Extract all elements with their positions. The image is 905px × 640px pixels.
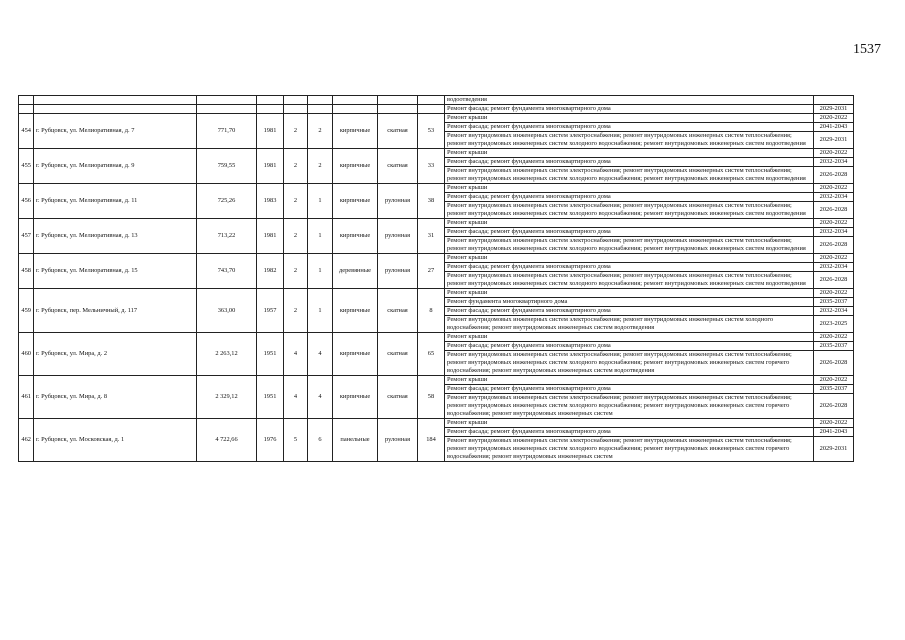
building-area: 2 263,12 bbox=[197, 333, 257, 376]
work-cell: Ремонт фасада; ремонт фундамента многоквартирного дома bbox=[445, 228, 814, 237]
table-row bbox=[19, 105, 854, 114]
table-row bbox=[19, 376, 854, 385]
work-cell: Ремонт фасада; ремонт фундамента многоквартирного дома bbox=[445, 428, 814, 437]
period-cell: 2032-2034 bbox=[814, 158, 854, 167]
roof-type: скатная bbox=[378, 333, 418, 376]
work-cell: Ремонт внутридомовых инженерных систем электроснабжения; ремонт внутридомовых инженерных систем теплоснабжения; ремонт внутридомовых инженерных систем холодного водоснабжения; ремонт внутридомовых инженерных систем водоотведения bbox=[445, 237, 814, 254]
building-entrances: 2 bbox=[308, 114, 333, 149]
building-address: г. Рубцовск, ул. Мелиоративная, д. 9 bbox=[34, 149, 197, 184]
period-cell bbox=[814, 96, 854, 105]
period-cell: 2023-2025 bbox=[814, 316, 854, 333]
period-cell: 2035-2037 bbox=[814, 342, 854, 351]
residents-count: 65 bbox=[418, 333, 445, 376]
building-address: г. Рубцовск, ул. Мелиоративная, д. 15 bbox=[34, 254, 197, 289]
table-row bbox=[19, 96, 854, 105]
table-row bbox=[19, 219, 854, 228]
building-entrances: 2 bbox=[308, 149, 333, 184]
building-year: 1981 bbox=[257, 149, 284, 184]
building-entrances: 1 bbox=[308, 254, 333, 289]
building-floors: 2 bbox=[284, 254, 308, 289]
building-entrances: 6 bbox=[308, 419, 333, 462]
period-cell: 2032-2034 bbox=[814, 228, 854, 237]
work-cell: Ремонт фасада; ремонт фундамента многоквартирного дома bbox=[445, 307, 814, 316]
period-cell: 2029-2031 bbox=[814, 437, 854, 462]
wall-material: панельные bbox=[333, 419, 378, 462]
work-cell: Ремонт фасада; ремонт фундамента многоквартирного дома bbox=[445, 123, 814, 132]
work-cell: Ремонт фасада; ремонт фундамента многоквартирного дома bbox=[445, 263, 814, 272]
building-area: 771,70 bbox=[197, 114, 257, 149]
building-year: 1981 bbox=[257, 219, 284, 254]
work-cell: Ремонт внутридомовых инженерных систем электроснабжения; ремонт внутридомовых инженерных систем теплоснабжения; ремонт внутридомовых инженерных систем холодного водоснабжения; ремонт внутридомовых инженерных систем водоотведения bbox=[445, 202, 814, 219]
building-area: 759,55 bbox=[197, 149, 257, 184]
building-floors: 2 bbox=[284, 114, 308, 149]
wall-material: кирпичные bbox=[333, 184, 378, 219]
building-address: г. Рубцовск, ул. Московская, д. 1 bbox=[34, 419, 197, 462]
work-cell: Ремонт внутридомовых инженерных систем электроснабжения; ремонт внутридомовых инженерных систем теплоснабжения; ремонт внутридомовых инженерных систем холодного водоснабжения; ремонт внутридомовых инженерных систем горячего водоснабжения; ремонт внутридомовых инженерных систем bbox=[445, 437, 814, 462]
period-cell: 2035-2037 bbox=[814, 385, 854, 394]
building-floors: 2 bbox=[284, 219, 308, 254]
roof-type: рулонная bbox=[378, 254, 418, 289]
table-row bbox=[19, 114, 854, 123]
period-cell: 2032-2034 bbox=[814, 307, 854, 316]
building-entrances: 1 bbox=[308, 289, 333, 333]
table-row bbox=[19, 149, 854, 158]
period-cell: 2026-2028 bbox=[814, 272, 854, 289]
residents-count: 27 bbox=[418, 254, 445, 289]
work-cell: Ремонт фасада; ремонт фундамента многоквартирного дома bbox=[445, 342, 814, 351]
building-number: 461 bbox=[19, 376, 34, 419]
work-cell: Ремонт внутридомовых инженерных систем электроснабжения; ремонт внутридомовых инженерных систем теплоснабжения; ремонт внутридомовых инженерных систем холодного водоснабжения; ремонт внутридомовых инженерных систем водоотведения bbox=[445, 167, 814, 184]
work-cell: Ремонт крыши bbox=[445, 219, 814, 228]
building-address: г. Рубцовск, ул. Мира, д. 2 bbox=[34, 333, 197, 376]
building-address: г. Рубцовск, ул. Мелиоративная, д. 11 bbox=[34, 184, 197, 219]
roof-type: скатная bbox=[378, 114, 418, 149]
page-number: 1537 bbox=[853, 42, 881, 57]
building-floors: 2 bbox=[284, 149, 308, 184]
work-cell: Ремонт внутридомовых инженерных систем электроснабжения; ремонт внутридомовых инженерных систем теплоснабжения; ремонт внутридомовых инженерных систем холодного водоснабжения; ремонт внутридомовых инженерных систем водоотведения bbox=[445, 132, 814, 149]
building-year: 1976 bbox=[257, 419, 284, 462]
building-year: 1951 bbox=[257, 333, 284, 376]
period-cell: 2020-2022 bbox=[814, 114, 854, 123]
period-cell: 2026-2028 bbox=[814, 351, 854, 376]
work-cell: Ремонт фасада; ремонт фундамента многоквартирного дома bbox=[445, 158, 814, 167]
building-year: 1982 bbox=[257, 254, 284, 289]
period-cell: 2020-2022 bbox=[814, 254, 854, 263]
roof-type: скатная bbox=[378, 376, 418, 419]
building-floors: 5 bbox=[284, 419, 308, 462]
table-row bbox=[19, 289, 854, 298]
period-cell: 2029-2031 bbox=[814, 105, 854, 114]
work-cell: Ремонт крыши bbox=[445, 376, 814, 385]
work-cell: Ремонт крыши bbox=[445, 254, 814, 263]
building-area: 713,22 bbox=[197, 219, 257, 254]
period-cell: 2041-2043 bbox=[814, 428, 854, 437]
roof-type: рулонная bbox=[378, 219, 418, 254]
wall-material: кирпичные bbox=[333, 333, 378, 376]
building-number: 457 bbox=[19, 219, 34, 254]
building-year: 1983 bbox=[257, 184, 284, 219]
building-year: 1957 bbox=[257, 289, 284, 333]
period-cell: 2026-2028 bbox=[814, 394, 854, 419]
period-cell: 2029-2031 bbox=[814, 132, 854, 149]
work-cell: Ремонт крыши bbox=[445, 419, 814, 428]
building-floors: 2 bbox=[284, 289, 308, 333]
table-row bbox=[19, 254, 854, 263]
wall-material: кирпичные bbox=[333, 114, 378, 149]
work-cell: Ремонт фундамента многоквартирного дома bbox=[445, 298, 814, 307]
table-row bbox=[19, 419, 854, 428]
residents-count: 31 bbox=[418, 219, 445, 254]
building-number: 460 bbox=[19, 333, 34, 376]
building-entrances: 4 bbox=[308, 376, 333, 419]
table-row bbox=[19, 333, 854, 342]
work-cell: Ремонт внутридомовых инженерных систем электроснабжения; ремонт внутридомовых инженерных систем теплоснабжения; ремонт внутридомовых инженерных систем холодного водоснабжения; ремонт внутридомовых инженерных систем горячего водоснабжения; ремонт внутридомовых инженерных систем водоотведения bbox=[445, 351, 814, 376]
period-cell: 2026-2028 bbox=[814, 237, 854, 254]
wall-material: кирпичные bbox=[333, 376, 378, 419]
residents-count: 58 bbox=[418, 376, 445, 419]
work-cell: Ремонт внутридомовых инженерных систем электроснабжения; ремонт внутридомовых инженерных систем теплоснабжения; ремонт внутридомовых инженерных систем холодного водоснабжения; ремонт внутридомовых инженерных систем водоотведения bbox=[445, 272, 814, 289]
building-area: 363,00 bbox=[197, 289, 257, 333]
roof-type: рулонная bbox=[378, 419, 418, 462]
building-year: 1981 bbox=[257, 114, 284, 149]
period-cell: 2041-2043 bbox=[814, 123, 854, 132]
period-cell: 2020-2022 bbox=[814, 219, 854, 228]
period-cell: 2026-2028 bbox=[814, 202, 854, 219]
work-cell: Ремонт крыши bbox=[445, 184, 814, 193]
wall-material: кирпичные bbox=[333, 149, 378, 184]
roof-type: скатная bbox=[378, 149, 418, 184]
building-year: 1951 bbox=[257, 376, 284, 419]
building-address: г. Рубцовск, ул. Мира, д. 8 bbox=[34, 376, 197, 419]
period-cell: 2020-2022 bbox=[814, 333, 854, 342]
building-entrances: 4 bbox=[308, 333, 333, 376]
residents-count: 38 bbox=[418, 184, 445, 219]
building-floors: 4 bbox=[284, 333, 308, 376]
building-address: г. Рубцовск, ул. Мелиоративная, д. 13 bbox=[34, 219, 197, 254]
residents-count: 53 bbox=[418, 114, 445, 149]
building-floors: 2 bbox=[284, 184, 308, 219]
period-cell: 2020-2022 bbox=[814, 419, 854, 428]
period-cell: 2020-2022 bbox=[814, 376, 854, 385]
wall-material: кирпичные bbox=[333, 219, 378, 254]
residents-count: 8 bbox=[418, 289, 445, 333]
period-cell: 2035-2037 bbox=[814, 298, 854, 307]
work-cell: водоотведения bbox=[445, 96, 814, 105]
building-floors: 4 bbox=[284, 376, 308, 419]
building-number: 455 bbox=[19, 149, 34, 184]
work-cell: Ремонт крыши bbox=[445, 289, 814, 298]
building-number: 458 bbox=[19, 254, 34, 289]
roof-type: рулонная bbox=[378, 184, 418, 219]
building-area: 2 329,12 bbox=[197, 376, 257, 419]
building-entrances: 1 bbox=[308, 219, 333, 254]
period-cell: 2032-2034 bbox=[814, 263, 854, 272]
building-number: 454 bbox=[19, 114, 34, 149]
building-address: г. Рубцовск, пер. Мельничный, д. 117 bbox=[34, 289, 197, 333]
building-area: 4 722,66 bbox=[197, 419, 257, 462]
work-cell: Ремонт крыши bbox=[445, 114, 814, 123]
table-row bbox=[19, 184, 854, 193]
building-area: 743,70 bbox=[197, 254, 257, 289]
period-cell: 2032-2034 bbox=[814, 193, 854, 202]
roof-type: скатная bbox=[378, 289, 418, 333]
work-cell: Ремонт внутридомовых инженерных систем электроснабжения; ремонт внутридомовых инженерных систем холодного водоснабжения; ремонт внутридомовых инженерных систем водоотведения bbox=[445, 316, 814, 333]
work-cell: Ремонт фасада; ремонт фундамента многоквартирного дома bbox=[445, 385, 814, 394]
building-number: 462 bbox=[19, 419, 34, 462]
period-cell: 2020-2022 bbox=[814, 184, 854, 193]
work-cell: Ремонт фасада; ремонт фундамента многоквартирного дома bbox=[445, 105, 814, 114]
residents-count: 33 bbox=[418, 149, 445, 184]
period-cell: 2020-2022 bbox=[814, 149, 854, 158]
capital-repair-table bbox=[18, 95, 854, 462]
building-area: 725,26 bbox=[197, 184, 257, 219]
work-cell: Ремонт внутридомовых инженерных систем электроснабжения; ремонт внутридомовых инженерных систем теплоснабжения; ремонт внутридомовых инженерных систем холодного водоснабжения; ремонт внутридомовых инженерных систем горячего водоснабжения; ремонт внутридомовых инженерных систем bbox=[445, 394, 814, 419]
work-cell: Ремонт фасада; ремонт фундамента многоквартирного дома bbox=[445, 193, 814, 202]
work-cell: Ремонт крыши bbox=[445, 149, 814, 158]
building-entrances: 1 bbox=[308, 184, 333, 219]
wall-material: кирпичные bbox=[333, 289, 378, 333]
period-cell: 2026-2028 bbox=[814, 167, 854, 184]
work-cell: Ремонт крыши bbox=[445, 333, 814, 342]
building-number: 456 bbox=[19, 184, 34, 219]
building-number: 459 bbox=[19, 289, 34, 333]
period-cell: 2020-2022 bbox=[814, 289, 854, 298]
residents-count: 184 bbox=[418, 419, 445, 462]
wall-material: деревянные bbox=[333, 254, 378, 289]
building-address: г. Рубцовск, ул. Мелиоративная, д. 7 bbox=[34, 114, 197, 149]
